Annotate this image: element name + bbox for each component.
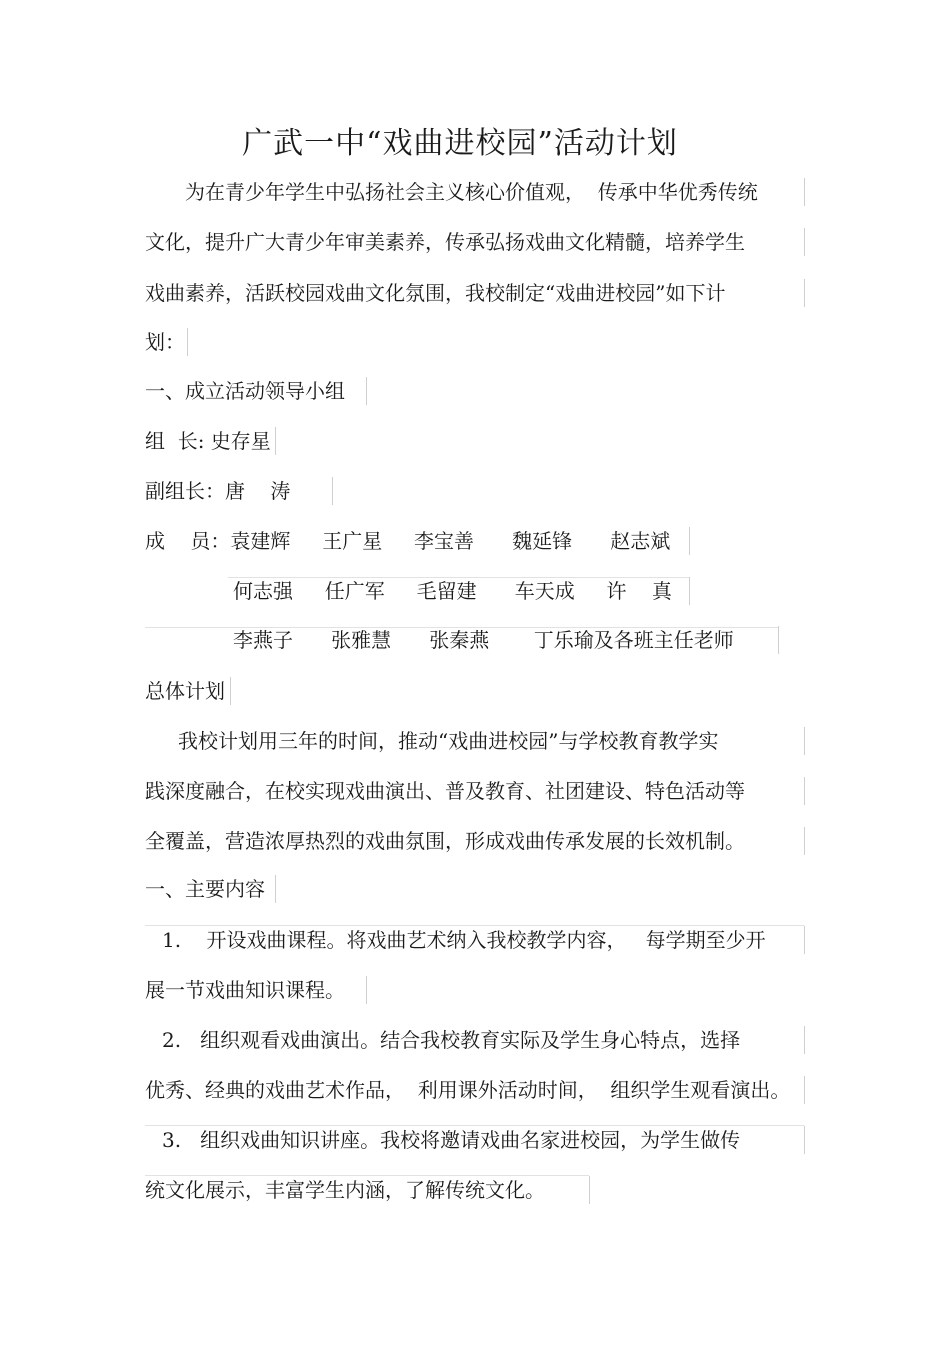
item-2-line-1: 2. 组织观看戏曲演出。结合我校教育实际及学生身心特点，选择 — [162, 1028, 741, 1052]
scan-rule — [366, 377, 367, 405]
leader-line: 组 长: 史存星 — [145, 429, 271, 453]
scan-rule — [778, 626, 779, 654]
scan-hline — [145, 925, 804, 926]
scan-hline — [145, 1125, 804, 1126]
intro-line-1: 为在青少年学生中弘扬社会主义核心价值观， 传承中华优秀传统 — [185, 180, 758, 204]
overall-line-2: 践深度融合，在校实现戏曲演出、普及教育、社团建设、特色活动等 — [145, 779, 745, 803]
scan-rule — [230, 677, 231, 705]
overall-line-1: 我校计划用三年的时间，推动“戏曲进校园”与学校教育教学实 — [178, 729, 719, 753]
scan-rule — [804, 727, 805, 755]
scan-rule — [804, 1026, 805, 1054]
scan-rule — [275, 427, 276, 455]
members-row-3: 李燕子 张雅慧 张秦燕 丁乐瑜及各班主任老师 — [233, 628, 734, 652]
scan-rule — [804, 279, 805, 307]
scan-rule — [366, 976, 367, 1004]
scan-rule — [332, 477, 333, 505]
item-3-line-2: 统文化展示，丰富学生内涵，了解传统文化。 — [145, 1178, 545, 1202]
item-2-line-2: 优秀、经典的戏曲艺术作品， 利用课外活动时间， 组织学生观看演出。 — [145, 1078, 791, 1102]
scan-rule — [804, 777, 805, 805]
scan-rule — [804, 228, 805, 256]
scan-hline — [228, 577, 689, 578]
intro-line-3: 戏曲素养，活跃校园戏曲文化氛围，我校制定“戏曲进校园”如下计 — [145, 281, 726, 305]
scan-rule — [804, 827, 805, 855]
section-heading-leadership: 一、成立活动领导小组 — [145, 379, 345, 403]
scan-rule — [689, 527, 690, 555]
item-3-line-1: 3. 组织戏曲知识讲座。我校将邀请戏曲名家进校园，为学生做传 — [162, 1128, 741, 1152]
scan-rule — [589, 1176, 590, 1204]
members-row-1: 成 员：袁建辉 王广星 李宝善 魏延锋 赵志斌 — [145, 529, 671, 553]
scan-rule — [804, 178, 805, 206]
overall-line-3: 全覆盖，营造浓厚热烈的戏曲氛围，形成戏曲传承发展的长效机制。 — [145, 829, 745, 853]
item-1-line-1: 1. 开设戏曲课程。将戏曲艺术纳入我校教学内容， 每学期至少开 — [162, 928, 766, 952]
intro-line-4: 划： — [145, 330, 185, 354]
section-heading-main-content: 一、主要内容 — [145, 877, 265, 901]
document-title: 广武一中“戏曲进校园”活动计划 — [242, 126, 678, 161]
scan-rule — [275, 875, 276, 903]
scan-rule — [804, 926, 805, 954]
deputy-leader-line: 副组长：唐 涛 — [145, 479, 291, 503]
section-heading-overall-plan: 总体计划 — [145, 679, 225, 703]
members-row-2: 何志强 任广军 毛留建 车天成 许 真 — [233, 579, 672, 603]
scan-rule — [804, 1126, 805, 1154]
scan-rule — [804, 1076, 805, 1104]
scan-rule — [689, 577, 690, 605]
intro-line-2: 文化，提升广大青少年审美素养，传承弘扬戏曲文化精髓，培养学生 — [145, 230, 745, 254]
scan-rule — [187, 328, 188, 356]
scan-hline — [145, 1175, 589, 1176]
scan-hline — [145, 627, 778, 628]
item-1-line-2: 展一节戏曲知识课程。 — [145, 978, 345, 1002]
